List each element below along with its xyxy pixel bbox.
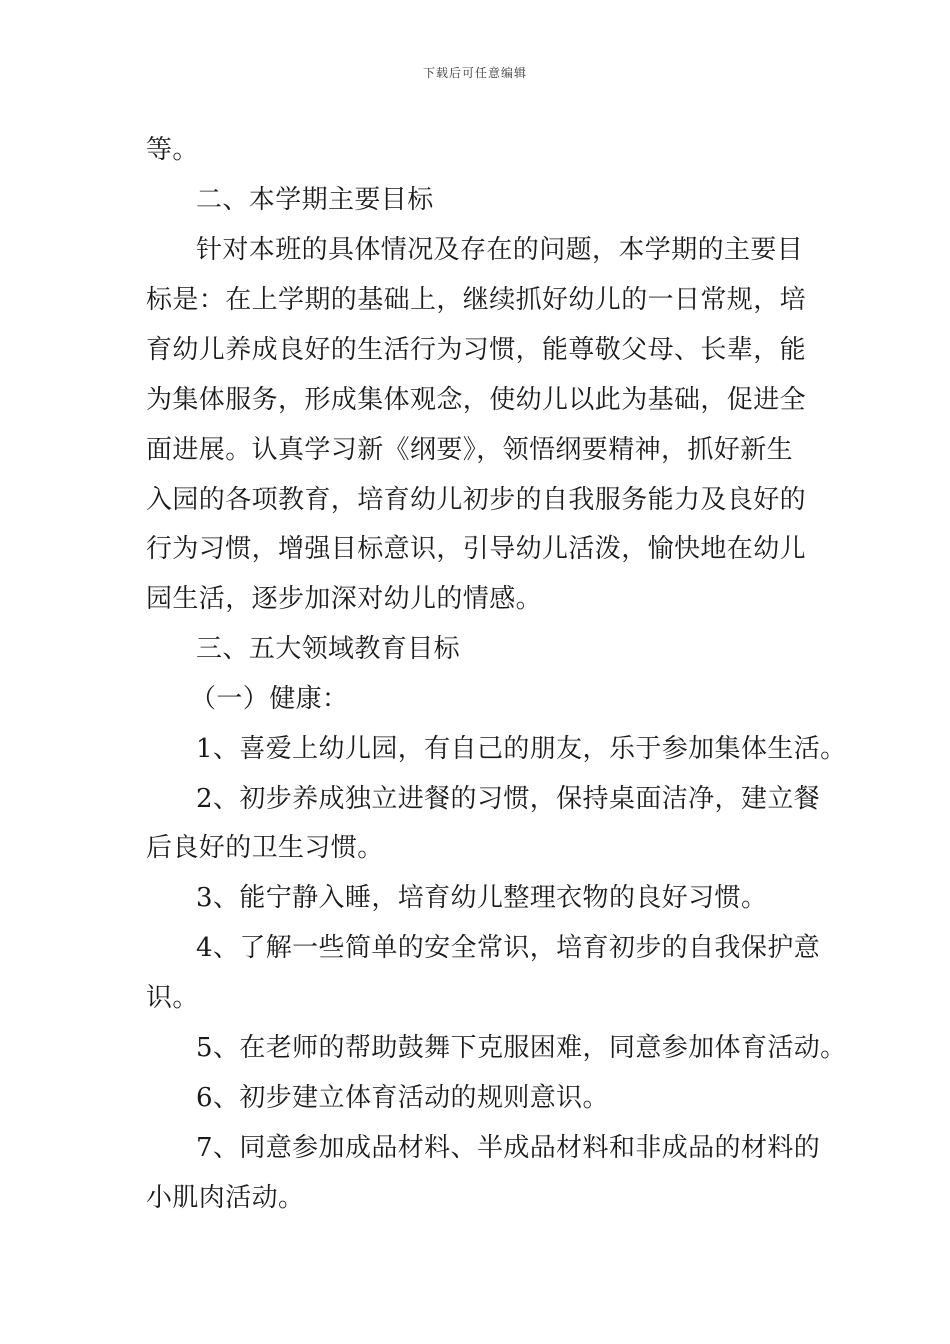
section-heading: 三、五大领域教育目标 — [196, 634, 461, 664]
text-line: 针对本班的具体情况及存在的问题，本学期的主要目 — [196, 235, 804, 265]
list-item: 4、了解一些简单的安全常识，培育初步的自我保护意 — [196, 933, 821, 963]
text-line: 育幼儿养成良好的生活行为习惯，能尊敬父母、长辈，能 — [146, 335, 807, 365]
text-line: 面进展。认真学习新《纲要》，领悟纲要精神，抓好新生 — [146, 435, 794, 465]
list-item: 1、喜爱上幼儿园，有自己的朋友，乐于参加集体生活。 — [196, 734, 847, 764]
text-line: 园生活，逐步加深对幼儿的情感。 — [146, 584, 543, 614]
text-line: 为集体服务，形成集体观念，使幼儿以此为基础，促进全 — [146, 385, 807, 415]
list-item: 6、初步建立体育活动的规则意识。 — [196, 1083, 609, 1113]
section-heading: 二、本学期主要目标 — [196, 185, 434, 215]
text-line: 等。 — [146, 135, 199, 165]
text-line: 后良好的卫生习惯。 — [146, 833, 384, 863]
list-item: 2、初步养成独立进餐的习惯，保持桌面洁净，建立餐 — [196, 784, 821, 814]
text-line: 行为习惯，增强目标意识，引导幼儿活泼，愉快地在幼儿 — [146, 534, 807, 564]
list-item: 3、能宁静入睡，培育幼儿整理衣物的良好习惯。 — [196, 883, 768, 913]
list-item: 7、同意参加成品材料、半成品材料和非成品的材料的 — [196, 1133, 821, 1163]
page-header: 下载后可任意编辑 — [422, 66, 527, 80]
text-line: 小肌肉活动。 — [146, 1183, 305, 1213]
text-line: 标是：在上学期的基础上，继续抓好幼儿的一日常规，培 — [146, 285, 807, 315]
text-line: 识。 — [146, 983, 199, 1013]
list-item: 5、在老师的帮助鼓舞下克服困难，同意参加体育活动。 — [196, 1033, 847, 1063]
text-line: 入园的各项教育，培育幼儿初步的自我服务能力及良好的 — [146, 485, 807, 515]
subsection-heading: （一）健康： — [190, 684, 349, 714]
